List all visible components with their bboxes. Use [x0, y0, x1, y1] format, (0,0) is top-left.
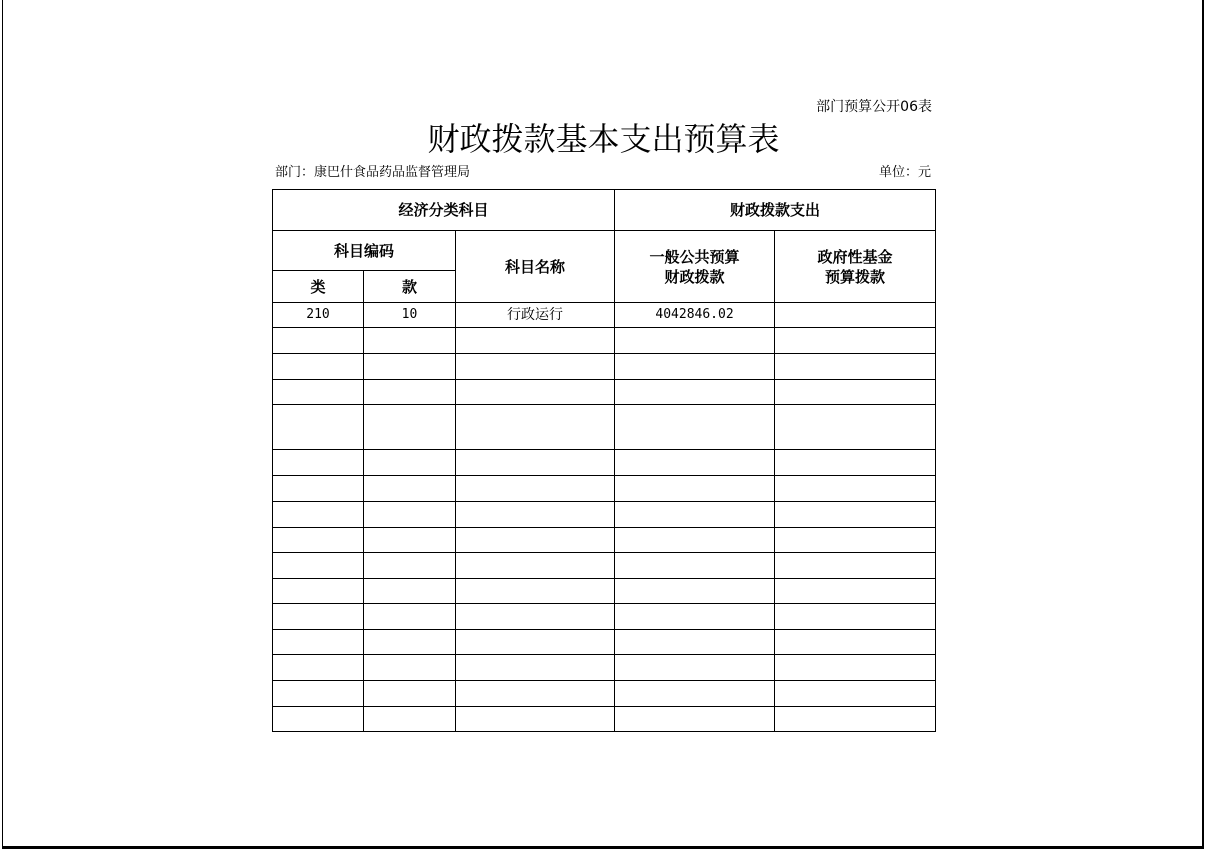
cell-lei	[273, 476, 364, 502]
table-row	[273, 681, 936, 707]
header-econ-category: 经济分类科目	[273, 190, 615, 231]
cell-gov-fund	[775, 380, 936, 405]
cell-kuan	[364, 681, 456, 707]
cell-subject-name	[456, 328, 615, 354]
cell-kuan	[364, 476, 456, 502]
cell-kuan	[364, 380, 456, 405]
cell-general-public	[615, 528, 775, 553]
cell-subject-name	[456, 681, 615, 707]
cell-subject-name	[456, 354, 615, 380]
cell-lei	[273, 655, 364, 681]
cell-lei	[273, 604, 364, 630]
cell-lei: 210	[273, 303, 364, 328]
cell-lei	[273, 328, 364, 354]
budget-table	[272, 189, 936, 732]
table-row	[273, 553, 936, 579]
cell-kuan	[364, 502, 456, 528]
cell-lei	[273, 380, 364, 405]
cell-general-public	[615, 450, 775, 476]
header-gov-fund	[775, 231, 936, 303]
table-row	[273, 579, 936, 604]
header-row-2	[273, 231, 936, 271]
cell-lei	[273, 707, 364, 732]
cell-kuan: 10	[364, 303, 456, 328]
cell-subject-name	[456, 604, 615, 630]
cell-subject-name	[456, 528, 615, 553]
cell-gov-fund	[775, 502, 936, 528]
cell-gov-fund	[775, 328, 936, 354]
cell-general-public: 4042846.02	[615, 303, 775, 328]
table-row	[273, 476, 936, 502]
table-row	[273, 655, 936, 681]
cell-subject-name	[456, 707, 615, 732]
table-row	[273, 405, 936, 450]
cell-kuan	[364, 630, 456, 655]
cell-lei	[273, 405, 364, 450]
cell-lei	[273, 450, 364, 476]
cell-gov-fund	[775, 528, 936, 553]
cell-lei	[273, 553, 364, 579]
header-kuan: 款	[364, 271, 456, 303]
cell-gov-fund	[775, 579, 936, 604]
table-row	[273, 450, 936, 476]
header-general-public-line2: 财政拨款	[664, 267, 725, 286]
cell-gov-fund	[775, 450, 936, 476]
cell-general-public	[615, 553, 775, 579]
cell-general-public	[615, 405, 775, 450]
header-subject-code: 科目编码	[273, 231, 456, 271]
table-row	[273, 354, 936, 380]
cell-general-public	[615, 476, 775, 502]
page-title: 财政拨款基本支出预算表	[427, 120, 780, 158]
cell-kuan	[364, 528, 456, 553]
cell-kuan	[364, 707, 456, 732]
header-fiscal-spending: 财政拨款支出	[615, 190, 936, 231]
table-row	[273, 328, 936, 354]
cell-gov-fund	[775, 707, 936, 732]
cell-general-public	[615, 604, 775, 630]
header-row-1	[273, 190, 936, 231]
table-row	[273, 707, 936, 732]
cell-gov-fund	[775, 405, 936, 450]
cell-subject-name	[456, 450, 615, 476]
cell-kuan	[364, 553, 456, 579]
cell-subject-name	[456, 476, 615, 502]
department-label: 部门：康巴什食品药品监督管理局	[275, 165, 471, 180]
cell-kuan	[364, 579, 456, 604]
cell-gov-fund	[775, 681, 936, 707]
cell-lei	[273, 579, 364, 604]
cell-general-public	[615, 354, 775, 380]
cell-gov-fund	[775, 553, 936, 579]
cell-lei	[273, 681, 364, 707]
header-gov-fund-line2: 预算拨款	[825, 267, 886, 286]
cell-gov-fund	[775, 303, 936, 328]
form-code: 部门预算公开06表	[816, 99, 932, 115]
table-row	[273, 630, 936, 655]
cell-general-public	[615, 655, 775, 681]
header-general-public	[615, 231, 775, 303]
cell-gov-fund	[775, 354, 936, 380]
header-gov-fund-line1: 政府性基金	[817, 247, 893, 266]
cell-lei	[273, 528, 364, 553]
cell-kuan	[364, 405, 456, 450]
cell-subject-name	[456, 405, 615, 450]
cell-kuan	[364, 354, 456, 380]
cell-subject-name	[456, 579, 615, 604]
cell-lei	[273, 502, 364, 528]
cell-kuan	[364, 328, 456, 354]
cell-gov-fund	[775, 630, 936, 655]
unit-label: 单位：元	[878, 165, 931, 180]
cell-gov-fund	[775, 604, 936, 630]
table-row	[273, 380, 936, 405]
cell-subject-name	[456, 553, 615, 579]
cell-subject-name	[456, 655, 615, 681]
cell-kuan	[364, 604, 456, 630]
table-row	[273, 604, 936, 630]
cell-lei	[273, 354, 364, 380]
cell-lei	[273, 630, 364, 655]
cell-gov-fund	[775, 655, 936, 681]
cell-general-public	[615, 328, 775, 354]
cell-kuan	[364, 655, 456, 681]
cell-general-public	[615, 707, 775, 732]
cell-general-public	[615, 579, 775, 604]
cell-subject-name: 行政运行	[456, 303, 615, 328]
header-subject-name: 科目名称	[456, 231, 615, 303]
cell-gov-fund	[775, 476, 936, 502]
cell-general-public	[615, 380, 775, 405]
cell-subject-name	[456, 502, 615, 528]
cell-general-public	[615, 502, 775, 528]
cell-subject-name	[456, 380, 615, 405]
table-row	[273, 528, 936, 553]
header-lei: 类	[273, 271, 364, 303]
table-row	[273, 303, 936, 328]
table-row	[273, 502, 936, 528]
cell-subject-name	[456, 630, 615, 655]
header-general-public-line1: 一般公共预算	[649, 247, 740, 266]
cell-kuan	[364, 450, 456, 476]
cell-general-public	[615, 630, 775, 655]
cell-general-public	[615, 681, 775, 707]
